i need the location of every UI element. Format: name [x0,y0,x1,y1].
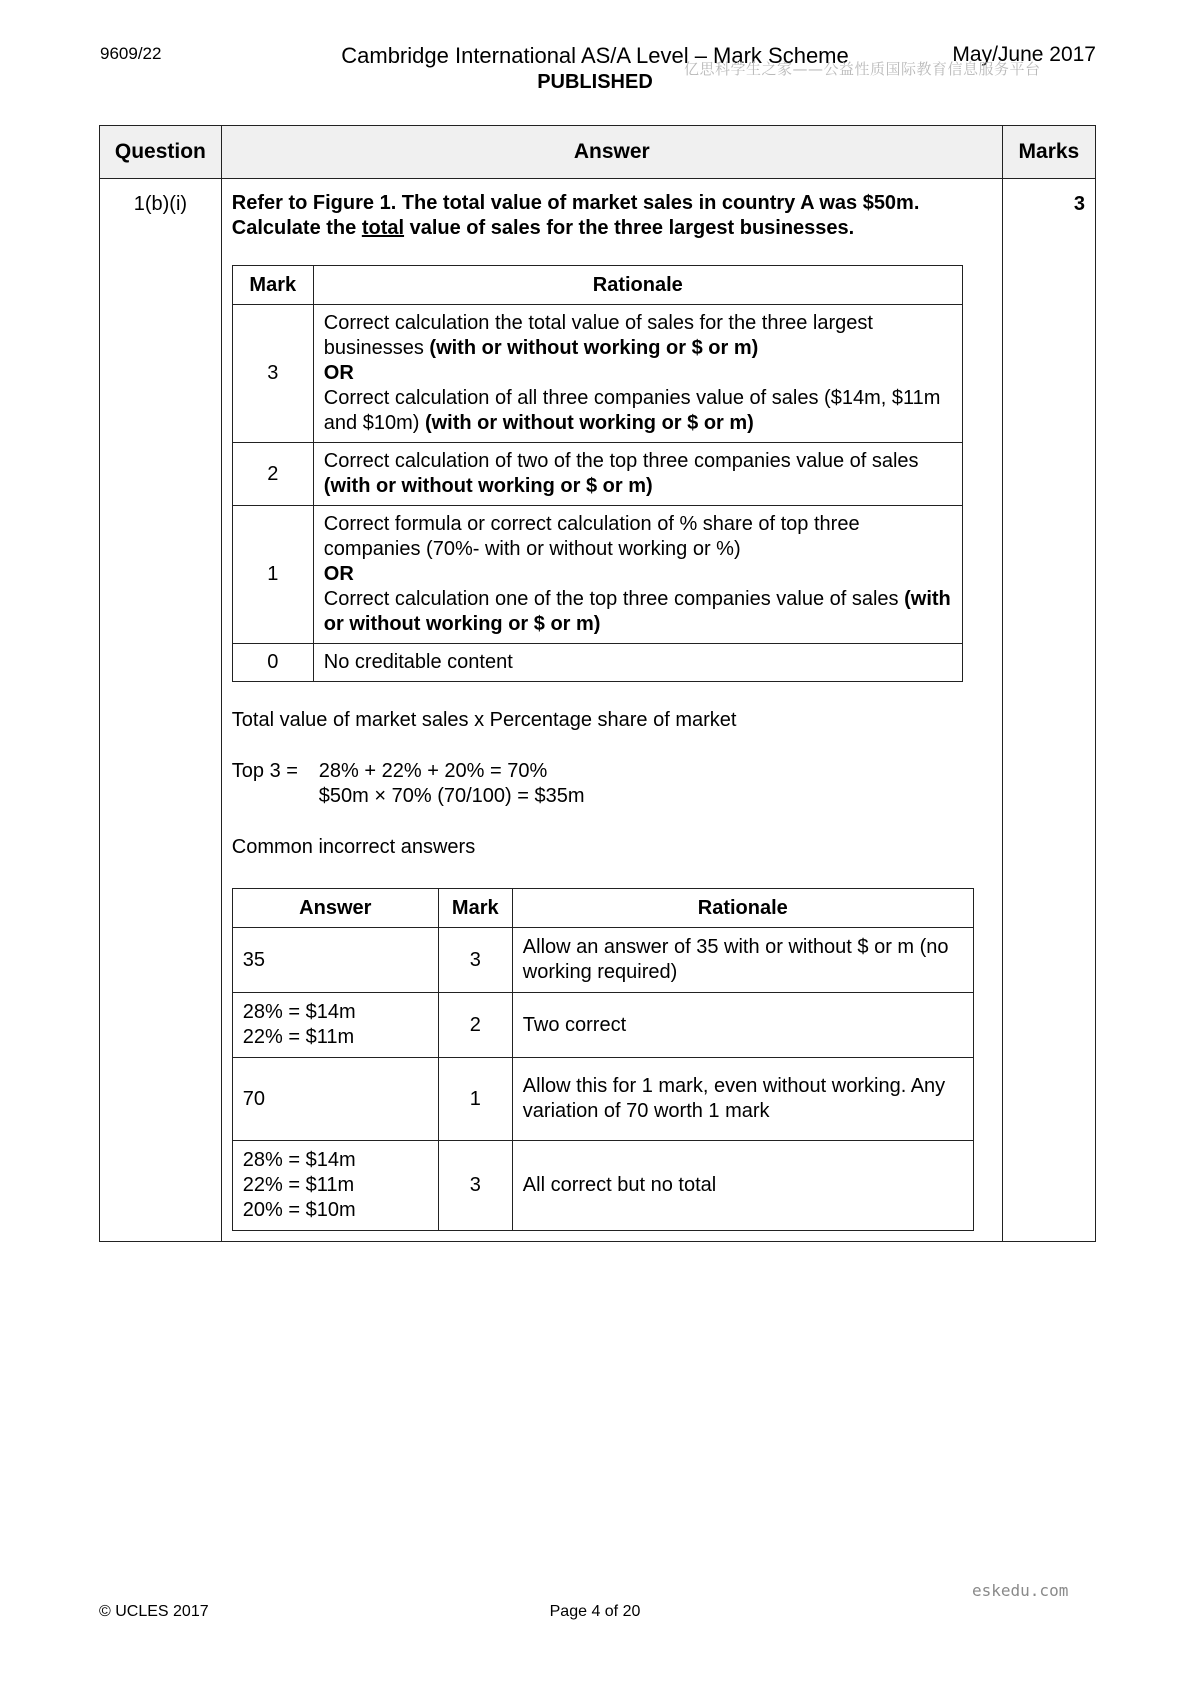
answer-line: 35 [242,948,266,971]
title-text: Cambridge International AS/A Level – Mark Scheme [341,43,849,68]
mark-value: 3 [438,1141,512,1231]
table-row [232,443,962,506]
published-label: PUBLISHED [537,71,653,93]
calculation-text: 28% + 22% + 20% = 70% [318,760,548,782]
answer-line: 20% = $10m [242,1199,356,1221]
rationale-table [232,265,963,682]
table-row [232,1141,973,1231]
mark-col-header: Mark [438,889,512,928]
answer-cell [221,179,1002,1242]
common-incorrect-heading: Common incorrect answers [231,836,476,858]
mark-header: Mark [232,266,313,305]
page-number: Page 4 of 20 [549,1603,641,1620]
answer-col-header: Answer [232,889,438,928]
rationale-header: Rationale [313,266,962,305]
watermark: 亿思科学生之家——公益性质国际教育信息服务平台 [684,60,1041,78]
rationale-text: Allow an answer of 35 with or without $ or m (no working required) [512,928,973,993]
mark-value: 3 [438,928,512,993]
answer-value [232,1141,438,1231]
mark-value: 2 [438,993,512,1058]
answer-value [232,993,438,1058]
paper-code: 9609/22 [100,44,162,63]
calculation-block [232,759,974,809]
site-watermark: eskedu.com [972,1581,1069,1600]
rationale-line: Correct calculation of all three companies value of sales ($14m, $11m and $10m) [323,387,941,434]
prompt-part1: Refer to Figure 1. The total value of market sales in country A was $50m. Calculate the [231,192,920,239]
rationale-bold: (with or without working or $ or m) [323,475,653,497]
question-number: 1(b)(i) [100,179,222,1242]
prompt-part2: value of sales for the three largest businesses. [404,217,855,239]
rationale-text: All correct but no total [512,1141,973,1231]
top3-label: Top 3 = [231,760,298,782]
or-label: OR [323,563,354,585]
answer-line: 22% = $11m [242,1174,355,1196]
answer-line: 28% = $14m [242,1149,356,1171]
answer-line: 22% = $11m [242,1026,355,1048]
mark-value: 2 [232,443,313,506]
mark-value: 1 [438,1058,512,1141]
table-row [232,993,973,1058]
rationale-bold: (with or without working or $ or m) [424,412,754,434]
formula-text: Total value of market sales x Percentage share of market [231,709,737,731]
marks-value: 3 [1002,179,1095,1242]
table-row [232,1058,973,1141]
rationale-header-row [232,266,962,305]
rationale-bold: (with or without working or $ or m) [429,337,759,359]
rationale-text: No creditable content [313,644,962,682]
exam-session: May/June 2017 [952,43,1096,66]
calculation-line: $50m × 70% (70/100) = $35m [318,785,585,807]
rationale-line: Correct calculation the total value of sales for the three largest businesses [323,312,873,359]
rationale-line: Correct calculation of two of the top three companies value of sales [323,450,919,472]
mark-scheme-table [99,125,1096,1242]
table-row [232,928,973,993]
calculation-line [232,759,974,784]
answer-line: 28% = $14m [242,1001,356,1023]
rationale-text [313,506,962,644]
header-row [100,126,1096,179]
table-row [232,305,962,443]
marks-header: Marks [1002,126,1095,179]
question-row [100,179,1096,1242]
question-header: Question [100,126,222,179]
rationale-line: Correct formula or correct calculation of % share of top three companies (70%- with or without working or %) [323,513,860,560]
rationale-text: Two correct [512,993,973,1058]
mark-value: 1 [232,506,313,644]
prompt-underlined: total [361,217,405,239]
rationale-bold: (with or without working or $ or m) [323,588,951,635]
mark-value: 0 [232,644,313,682]
answers-header-row [232,889,973,928]
rationale-text [313,443,962,506]
rationale-text [313,305,962,443]
answer-header: Answer [221,126,1002,179]
rationale-col-header: Rationale [512,889,973,928]
question-prompt [232,191,974,241]
answer-value [232,928,438,993]
answer-value [232,1058,438,1141]
mark-value: 3 [232,305,313,443]
copyright: © UCLES 2017 [99,1603,209,1620]
common-answers-table [232,888,974,1231]
table-row [232,506,962,644]
rationale-line: Correct calculation one of the top three companies value of sales [323,588,905,610]
answer-line: 70 [242,1087,266,1110]
table-row [232,644,962,682]
rationale-text: Allow this for 1 mark, even without working. Any variation of 70 worth 1 mark [512,1058,973,1141]
or-label: OR [323,362,354,384]
